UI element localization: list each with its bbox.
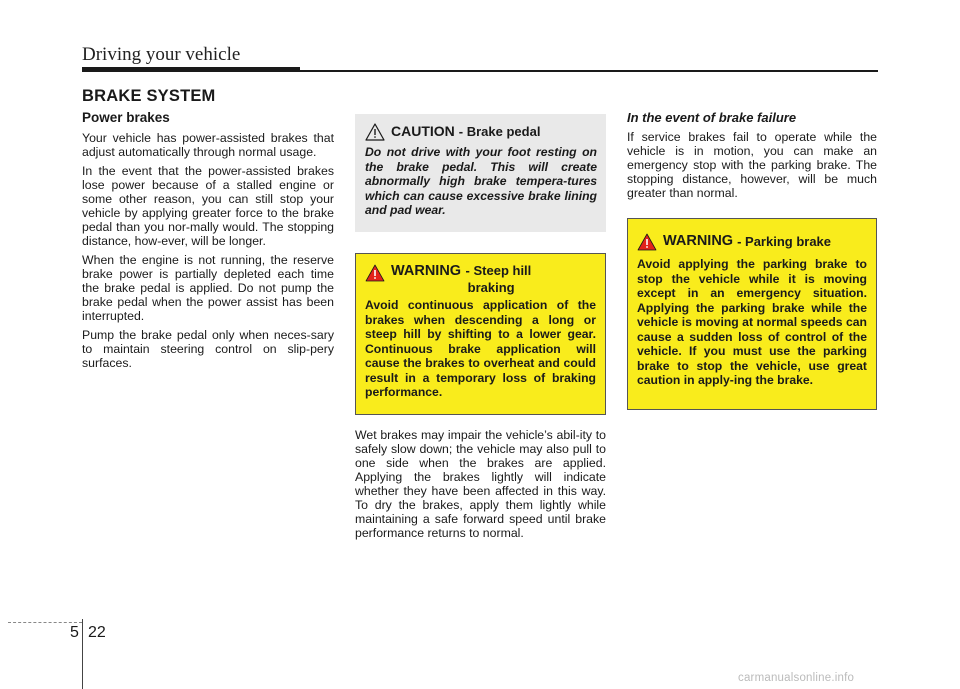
warning-label: WARNING (663, 233, 734, 249)
power-brakes-paragraph: In the event that the power-assisted brakes lose power because of a stalled engine or some other reason, you can still stop your vehicle by applying greater force to the brake pedal than you nor-mally would. The stopping distance, how-ever, will be longer. (82, 164, 334, 248)
warning-text: Avoid applying the parking brake to stop the vehicle while it is moving except in an emergency situation. Applying the parking brake while the vehicle is moving at normal speeds can cause a sudden loss of control of the vehicle. If you must use the parking brake to stop the vehicle, use great caution in apply-ing the brake. (637, 257, 867, 387)
caution-brake-pedal-box (355, 114, 606, 232)
header-rule-thick (82, 67, 300, 72)
warning-filled-triangle-icon (637, 233, 657, 251)
section-title: BRAKE SYSTEM (82, 87, 216, 105)
footer-vertical-rule (82, 619, 83, 689)
page-number: 22 (88, 624, 106, 641)
power-brakes-heading: Power brakes (82, 110, 170, 125)
brake-failure-text: If service brakes fail to operate while the vehicle is in motion, you can make an emergency stop with the parking brake. The stopping distance, however, will be much greater than normal. (627, 130, 877, 200)
wet-brakes-text: Wet brakes may impair the vehicle’s abil-ity to safely slow down; the vehicle may also pull to one side when the brakes are applied. Applying the brakes lightly will indicate whether they have been affected in this way. To dry the brakes, apply them lightly while maintaining a safe forward speed until brake performance returns to normal. (355, 428, 606, 540)
caution-header (365, 123, 597, 141)
warning-outline-triangle-icon (365, 123, 385, 141)
brake-failure-heading: In the event of brake failure (627, 110, 797, 125)
caution-text: Do not drive with your foot resting on the brake pedal. This will create abnormally high brake tempera-tures which can cause excessive brake lining and pad wear. (365, 145, 597, 217)
warning-subject: - Parking brake (737, 234, 832, 249)
header-rule-thin (300, 70, 878, 72)
power-brakes-column (82, 111, 334, 375)
brake-failure-column (627, 111, 877, 205)
chapter-number: 5 (70, 624, 79, 641)
warning-header (637, 233, 867, 251)
warning-subject-continued: braking (467, 280, 515, 295)
warning-parking-brake-box (627, 218, 877, 410)
power-brakes-paragraph: Pump the brake pedal only when neces-sary to maintain steering control on slip-pery surfaces. (82, 328, 334, 370)
chapter-title: Driving your vehicle (82, 44, 241, 65)
power-brakes-paragraph: Your vehicle has power-assisted brakes that adjust automatically through normal usage. (82, 131, 334, 159)
warning-label: WARNING (391, 263, 462, 279)
power-brakes-paragraph: When the engine is not running, the reserve brake power is partially depleted each time the brake pedal is applied. Do not pump the brake pedal when the power assist has been interrupted. (82, 253, 334, 323)
warning-filled-triangle-icon (365, 264, 385, 282)
caution-subject: - Brake pedal (458, 124, 541, 139)
warning-steep-hill-box (355, 253, 606, 415)
caution-label: CAUTION (391, 123, 455, 139)
watermark: carmanualsonline.info (738, 672, 855, 684)
footer-dashed-rule (8, 622, 82, 623)
warning-subject: - Steep hill (465, 263, 532, 278)
warning-header (365, 262, 596, 295)
warning-text: Avoid continuous application of the brakes when descending a long or steep hill by shifting to a lower gear. Continuous brake application will cause the brakes to overheat and could result in a temporary loss of braking performance. (365, 298, 596, 399)
